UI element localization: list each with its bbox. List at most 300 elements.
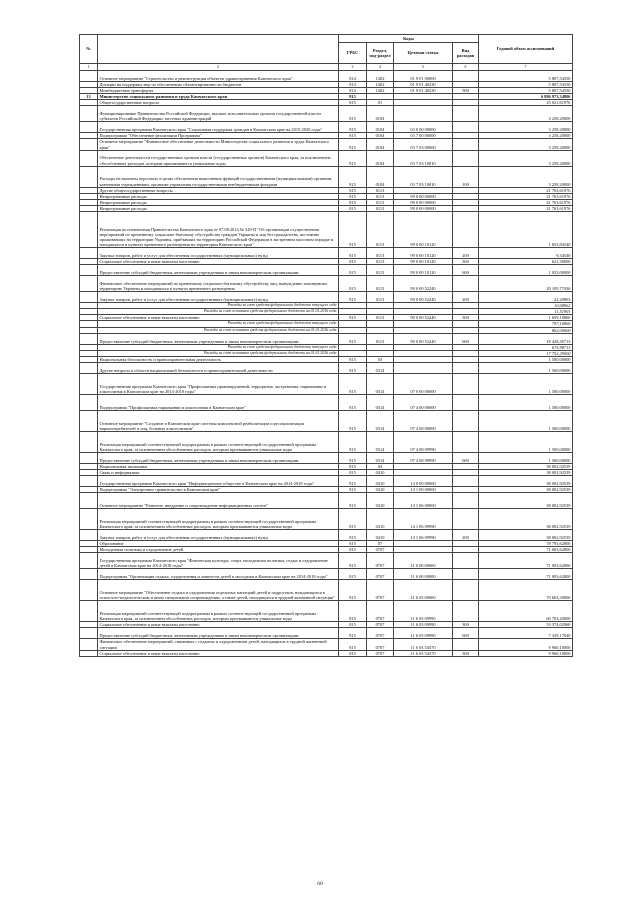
row-number-cell [80, 265, 98, 276]
expense-type-cell: 300 [453, 315, 479, 321]
grbs-code-cell: 815 [339, 122, 367, 133]
row-name-cell: Другие вопросы в области национальной безопасности и правоохранительной деятельности [98, 362, 339, 373]
row-name-cell: Дотации на поддержку мер по обеспечению сбалансированности бюджетов [98, 82, 339, 88]
target-article-cell: 14 1 00 00000 [394, 487, 453, 493]
row-name-cell: Предоставление субсидий бюджетным, автономным учреждениям и иным некоммерческим организациям [98, 452, 339, 463]
section-code-cell: 0314 [367, 394, 394, 410]
grbs-code-cell: 815 [339, 150, 367, 166]
expense-type-cell [453, 276, 479, 292]
grbs-code-cell: 815 [339, 133, 367, 139]
section-code-cell: 0113 [367, 193, 394, 199]
header-expense-type: Вид расходов [453, 43, 479, 64]
target-article-cell: 07 4 08 09990 [394, 431, 453, 452]
amount-cell: 3 258,20000 [479, 139, 573, 150]
row-number-cell [80, 553, 98, 569]
table-row [80, 476, 573, 487]
target-article-cell: 01 9 01 40230 [394, 88, 453, 94]
section-code-cell: 0113 [367, 205, 394, 211]
grbs-code-cell: 815 [339, 547, 367, 553]
table-row [80, 569, 573, 580]
section-code-cell: 0314 [367, 410, 394, 431]
row-number-cell [80, 601, 98, 622]
expense-type-cell [453, 553, 479, 569]
amount-cell: 25 021,61976 [479, 100, 573, 106]
row-name-cell: Предоставление субсидий бюджетным, автономным учреждениям и иным некоммерческим организациям [98, 628, 339, 639]
grbs-code-cell: 815 [339, 541, 367, 547]
section-code-cell: 0104 [367, 139, 394, 150]
section-code-cell: 1402 [367, 88, 394, 94]
section-code-cell: 0707 [367, 628, 394, 639]
row-number-cell [80, 493, 98, 509]
grbs-code-cell: 815 [339, 106, 367, 122]
target-article-cell: 07 0 00 00000 [394, 373, 453, 394]
grbs-code-cell: 815 [339, 530, 367, 541]
section-code-cell: 0113 [367, 187, 394, 193]
amount-cell: 38 002,92539 [479, 476, 573, 487]
section-code-cell: 0104 [367, 150, 394, 166]
amount-cell: 71 003,62800 [479, 569, 573, 580]
expense-type-cell [453, 569, 479, 580]
table-row [80, 509, 573, 530]
table-row [80, 362, 573, 373]
amount-cell: 21 763,61976 [479, 187, 573, 193]
row-name-cell: Расходы за счет остатков средств федерального бюджета на 01.01.2016 года [98, 309, 339, 315]
target-article-cell: 11 6 00 00000 [394, 569, 453, 580]
grbs-code-cell: 815 [339, 276, 367, 292]
target-article-cell: 99 0 00 00000 [394, 205, 453, 211]
row-name-cell: Национальная экономика [98, 463, 339, 469]
section-code-cell: 0707 [367, 639, 394, 650]
table-row [80, 122, 573, 133]
target-article-cell: 14 0 00 00000 [394, 476, 453, 487]
target-article-cell: 03 7 03 00000 [394, 139, 453, 150]
target-article-cell: 07 4 08 00000 [394, 410, 453, 431]
table-row [80, 333, 573, 344]
section-code-cell: 0410 [367, 487, 394, 493]
expense-type-cell: 600 [453, 265, 479, 276]
table-header [80, 35, 573, 71]
amount-cell: 862,00000 [479, 327, 573, 333]
expense-type-cell [453, 509, 479, 530]
expense-type-cell: 300 [453, 650, 479, 656]
header-codes-group: Коды [339, 35, 479, 43]
row-name-cell: Подпрограмма "Обеспечение реализации Программы" [98, 133, 339, 139]
amount-cell: 5 807,54350 [479, 71, 573, 82]
section-code-cell: 0113 [367, 248, 394, 259]
amount-cell: 38 002,92539 [479, 530, 573, 541]
section-code-cell: 0113 [367, 199, 394, 205]
amount-cell: 21 763,61976 [479, 199, 573, 205]
section-code-cell: 0707 [367, 622, 394, 628]
row-name-cell: Государственная программа Камчатского края "Информационное общество в Камчатском крае на 2014-2018 годы" [98, 476, 339, 487]
section-code-cell: 0707 [367, 547, 394, 553]
table-row [80, 292, 573, 303]
target-article-cell: 14 1 06 09990 [394, 509, 453, 530]
amount-cell: 9 960,10000 [479, 639, 573, 650]
row-number-cell [80, 139, 98, 150]
header-amount: Годовой объем ассигнований [479, 35, 573, 64]
column-number: 2 [98, 64, 339, 71]
column-number: 1 [80, 64, 98, 71]
amount-cell: 1 500,00000 [479, 362, 573, 373]
amount-cell: 3 258,20000 [479, 150, 573, 166]
expense-type-cell: 600 [453, 628, 479, 639]
row-name-cell: Основное мероприятие "Развитие, внедрение и сопровождение информационных систем" [98, 493, 339, 509]
row-number-cell [80, 333, 98, 344]
row-name-cell: Непрограммные расходы [98, 205, 339, 211]
amount-cell: 1 500,00000 [479, 410, 573, 431]
grbs-code-cell: 815 [339, 205, 367, 211]
amount-cell: 797,10860 [479, 321, 573, 327]
grbs-code-cell: 815 [339, 292, 367, 303]
target-article-cell: 99 0 00 10120 [394, 212, 453, 248]
grbs-code-cell: 815 [339, 639, 367, 650]
target-article-cell [394, 362, 453, 373]
amount-cell: 22,20863 [479, 292, 573, 303]
amount-cell: 1 500,00000 [479, 431, 573, 452]
section-code-cell: 0113 [367, 276, 394, 292]
section-code-cell: 0113 [367, 333, 394, 344]
table-row [80, 601, 573, 622]
row-name-cell: Расходы за счет остатков средств федерального бюджета на 01.01.2016 года [98, 327, 339, 333]
row-name-cell: Национальная безопасность и правоохранительная деятельность [98, 356, 339, 362]
expense-type-cell: 500 [453, 88, 479, 94]
target-article-cell: 07 4 08 09990 [394, 452, 453, 463]
grbs-code-cell: 815 [339, 476, 367, 487]
target-article-cell: 99 0 00 52240 [394, 315, 453, 321]
amount-cell: 38 002,92539 [479, 509, 573, 530]
grbs-code-cell: 815 [339, 469, 367, 475]
grbs-code-cell: 814 [339, 88, 367, 94]
column-number: 3 [339, 64, 367, 71]
target-article-cell: 01 9 01 00000 [394, 71, 453, 82]
column-number: 4 [367, 64, 394, 71]
row-number-cell [80, 373, 98, 394]
column-number-row [80, 64, 573, 71]
target-article-cell: 11 6 03 09990 [394, 601, 453, 622]
grbs-code-cell: 815 [339, 373, 367, 394]
row-name-cell: Расходы за счет средств федерального бюджета текущего года [98, 321, 339, 327]
budget-appendix-sheet [79, 34, 572, 657]
section-code-cell: 0104 [367, 122, 394, 133]
section-code-cell: 0314 [367, 431, 394, 452]
grbs-code-cell: 815 [339, 569, 367, 580]
header-name [98, 35, 339, 64]
expense-type-cell: 100 [453, 166, 479, 187]
expense-type-cell [453, 362, 479, 373]
expense-type-cell [453, 410, 479, 431]
expense-type-cell: 300 [453, 622, 479, 628]
expense-type-cell [453, 493, 479, 509]
row-number-cell [80, 650, 98, 656]
amount-cell: 17 752,29000 [479, 350, 573, 356]
table-row [80, 394, 573, 410]
expense-type-cell: 200 [453, 248, 479, 259]
amount-cell: 20 109,77436 [479, 276, 573, 292]
grbs-code-cell: 815 [339, 315, 367, 321]
row-number-cell [80, 106, 98, 122]
amount-cell: 71 003,62800 [479, 553, 573, 569]
table-row [80, 139, 573, 150]
section-code-cell: 0707 [367, 650, 394, 656]
row-name-cell: Социальное обеспечение и иные выплаты населению [98, 622, 339, 628]
grbs-code-cell: 814 [339, 82, 367, 88]
grbs-code-cell: 815 [339, 259, 367, 265]
section-code-cell: 0410 [367, 476, 394, 487]
section-code-cell: 0410 [367, 469, 394, 475]
row-name-cell: Другие общегосударственные вопросы [98, 187, 339, 193]
table-row [80, 553, 573, 569]
table-row [80, 212, 573, 248]
amount-cell: 9,34540 [479, 248, 573, 259]
section-code-cell: 0410 [367, 509, 394, 530]
section-code-cell: 0104 [367, 133, 394, 139]
amount-cell: 3 258,20000 [479, 122, 573, 133]
table-row [80, 452, 573, 463]
expense-type-cell [453, 122, 479, 133]
row-name-cell: Расходы на выплаты персоналу в целях обеспечения выполнения функций государственными (муниципальными) органами, казенными учреждениями, органами управления государственными внебюджетными фондами [98, 166, 339, 187]
row-name-cell: Образование [98, 541, 339, 547]
amount-cell: 38 002,92539 [479, 493, 573, 509]
target-article-cell: 99 0 00 52240 [394, 276, 453, 292]
grbs-code-cell: 815 [339, 622, 367, 628]
amount-cell: 78 793,62800 [479, 541, 573, 547]
header-section: Раздел, под-раздел [367, 43, 394, 64]
table-row [80, 639, 573, 650]
row-name-cell: Финансовое обеспечение мероприятий, связанных с отдыхом и оздоровлением детей, находящихся в трудной жизненной ситуации [98, 639, 339, 650]
amount-cell: 1 653,84540 [479, 212, 573, 248]
grbs-code-cell: 815 [339, 356, 367, 362]
row-name-cell: Реализация мероприятий соответствующей подпрограммы в рамках соответствующей государственной программы Камчатского края, за исключением обособленных расходов, которым присваиваются уникальные коды [98, 601, 339, 622]
amount-cell: 5 807,54350 [479, 82, 573, 88]
row-name-cell: Основное мероприятие "Строительство и реконструкция объектов здравоохранения Камчатского края" [98, 71, 339, 82]
row-name-cell: Реализация постановления Правительства Камчатского края от 07.08.2014 № 329-П "Об организации осуществления мероприятий по временному социально-бытовому обустройству граждан Украины и лиц без гражданства, постоянно проживавших на территории Украины, прибывших на территорию Российской Федерации в экстренном массовом порядке и находящихся в пунктах временного размещения на территории Камчатского края" [98, 212, 339, 248]
amount-cell: 3 258,20000 [479, 166, 573, 187]
grbs-code-cell: 815 [339, 410, 367, 431]
amount-cell: 621,50000 [479, 259, 573, 265]
section-code-cell: 0314 [367, 452, 394, 463]
grbs-code-cell: 814 [339, 71, 367, 82]
grbs-code-cell: 815 [339, 166, 367, 187]
target-article-cell: 99 0 00 00000 [394, 199, 453, 205]
section-code-cell: 0707 [367, 601, 394, 622]
table-row [80, 530, 573, 541]
grbs-code-cell: 815 [339, 193, 367, 199]
section-code-cell: 1402 [367, 82, 394, 88]
header-grbs: ГРБС [339, 43, 367, 64]
column-number: 7 [479, 64, 573, 71]
target-article-cell: 07 4 00 00000 [394, 394, 453, 410]
row-name-cell: Предоставление субсидий бюджетным, автономным учреждениям и иным некоммерческим организациям [98, 265, 339, 276]
row-name-cell: Государственная программа Камчатского края "Физическая культура, спорт, молодежная политика, отдых и оздоровление детей в Камчатском крае на 2014-2018 годы" [98, 553, 339, 569]
amount-cell: 675,98713 [479, 344, 573, 350]
section-code-cell: 0113 [367, 265, 394, 276]
amount-cell: 10,68962 [479, 303, 573, 309]
grbs-code-cell: 815 [339, 199, 367, 205]
column-number: 5 [394, 64, 453, 71]
section-code-cell: 0707 [367, 553, 394, 569]
row-name-cell: Основное мероприятие "Финансовое обеспечение деятельности Министерства социального развития и труда Камчатского края" [98, 139, 339, 150]
row-name-cell: Финансовое обеспечение мероприятий по временному социально-бытовому обустройству лиц, вынужденно покинувших территорию Украины и находящихся в пунктах временного размещения [98, 276, 339, 292]
amount-cell: 53 374,02960 [479, 622, 573, 628]
grbs-code-cell: 815 [339, 509, 367, 530]
row-name-cell: Подпрограмма "Профилактика наркомании и алкоголизма в Камчатском крае" [98, 394, 339, 410]
table-row [80, 150, 573, 166]
row-name-cell: Основное мероприятие "Обеспечение отдыха и оздоровления отдельных категорий детей и подростков, нуждающихся в психолого-педагогическом и ином специальном сопровождении, а также детей, находящихся в трудной жизненной ситуации" [98, 580, 339, 601]
grbs-code-cell: 815 [339, 431, 367, 452]
row-number-cell [80, 276, 98, 292]
target-article-cell: 01 9 01 40230 [394, 82, 453, 88]
expense-type-cell: 300 [453, 259, 479, 265]
row-name-cell: Социальное обеспечение и иные выплаты населению [98, 259, 339, 265]
expense-type-cell [453, 373, 479, 394]
grbs-code-cell: 815 [339, 139, 367, 150]
grbs-code-cell: 815 [339, 94, 367, 100]
row-name-cell: Реализация мероприятий соответствующей подпрограммы в рамках соответствующей государственной программы Камчатского края, за исключением обособленных расходов, которым присваиваются уникальные коды [98, 431, 339, 452]
table-row [80, 431, 573, 452]
grbs-code-cell: 815 [339, 628, 367, 639]
row-name-cell: Расходы за счет остатков средств федерального бюджета на 01.01.2016 года [98, 350, 339, 356]
row-number-cell [80, 71, 98, 82]
amount-cell: 1 500,00000 [479, 373, 573, 394]
amount-cell: 11,51901 [479, 309, 573, 315]
row-name-cell: Подпрограмма "Организация отдыха, оздоровления и занятости детей и молодежи в Камчатском крае на 2014-2018 годы" [98, 569, 339, 580]
grbs-code-cell: 815 [339, 452, 367, 463]
page-number: 60 [317, 881, 323, 887]
amount-cell: 5 807,54350 [479, 88, 573, 94]
amount-cell: 70 663,30000 [479, 580, 573, 601]
amount-cell: 71 003,62800 [479, 547, 573, 553]
table-row [80, 650, 573, 656]
grbs-code-cell: 815 [339, 212, 367, 248]
expense-type-cell [453, 394, 479, 410]
row-name-cell: Государственная программа Камчатского края "Социальная поддержка граждан в Камчатском крае на 2015-2020 годы" [98, 122, 339, 133]
grbs-code-cell: 815 [339, 493, 367, 509]
section-code-cell: 0104 [367, 166, 394, 187]
row-number-cell [80, 580, 98, 601]
section-code-cell: 07 [367, 541, 394, 547]
row-name-cell: Государственная программа Камчатского края "Профилактика правонарушений, терроризма, экстремизма, наркомании и алкоголизма в Камчатском крае на 2014-2018 годы" [98, 373, 339, 394]
grbs-code-cell: 815 [339, 553, 367, 569]
section-code-cell: 0314 [367, 362, 394, 373]
row-name-cell: Молодежная политика и оздоровление детей [98, 547, 339, 553]
grbs-code-cell: 815 [339, 187, 367, 193]
grbs-code-cell: 815 [339, 265, 367, 276]
table-row [80, 580, 573, 601]
row-name-cell: Закупка товаров, работ и услуг для обеспечения государственных (муниципальных) нужд [98, 248, 339, 259]
table-row [80, 373, 573, 394]
row-name-cell: Социальное обеспечение и иные выплаты населению [98, 650, 339, 656]
expense-type-cell: 200 [453, 292, 479, 303]
row-number-cell [80, 122, 98, 133]
grbs-code-cell: 815 [339, 362, 367, 373]
section-code-cell: 0104 [367, 106, 394, 122]
table-row [80, 410, 573, 431]
target-article-cell: 03 7 00 00000 [394, 133, 453, 139]
expense-type-cell [453, 476, 479, 487]
target-article-cell: 03 7 03 10010 [394, 166, 453, 187]
section-code-cell: 03 [367, 356, 394, 362]
target-article-cell: 11 6 03 54570 [394, 639, 453, 650]
table-row [80, 276, 573, 292]
row-name-cell: Расходы за счет средств федерального бюджета текущего года [98, 303, 339, 309]
row-number-cell [80, 362, 98, 373]
section-code-cell: 01 [367, 100, 394, 106]
row-name-cell: Подпрограмма "Электронное правительство в Камчатском крае" [98, 487, 339, 493]
section-code-cell: 0410 [367, 530, 394, 541]
amount-cell: 1 500,00000 [479, 394, 573, 410]
table-body [80, 71, 573, 657]
row-name-cell: Министерство социального развития и труда Камчатского края [98, 94, 339, 100]
row-name-cell: Реализация мероприятий соответствующей подпрограммы в рамках соответствующей государственной программы Камчатского края, за исключением обособленных расходов, которым присваиваются уникальные коды [98, 509, 339, 530]
amount-cell: 1 500,00000 [479, 452, 573, 463]
expense-type-cell [453, 71, 479, 82]
row-number-cell [80, 452, 98, 463]
table-row [80, 265, 573, 276]
row-number-cell [80, 166, 98, 187]
grbs-code-cell: 815 [339, 333, 367, 344]
target-article-cell: 99 0 00 10120 [394, 248, 453, 259]
expense-type-cell: 600 [453, 333, 479, 344]
section-code-cell: 0707 [367, 569, 394, 580]
table-row [80, 628, 573, 639]
expense-type-cell [453, 150, 479, 166]
row-name-cell: Обеспечение деятельности государственных органов власти (государственных органов) Камчатского края, за исключением обособленных расходов, которым присваиваются уникальные коды [98, 150, 339, 166]
section-code-cell: 0113 [367, 292, 394, 303]
amount-cell: 60 703,20000 [479, 601, 573, 622]
amount-cell: 38 002,92539 [479, 469, 573, 475]
target-article-cell: 99 0 00 10120 [394, 259, 453, 265]
row-number-cell [80, 628, 98, 639]
row-name-cell: Закупка товаров, работ и услуг для обеспечения государственных (муниципальных) нужд [98, 292, 339, 303]
budget-table [79, 34, 573, 657]
amount-cell: 1 500,00000 [479, 356, 573, 362]
amount-cell: 3 258,20000 [479, 106, 573, 122]
target-article-cell: 11 6 03 54570 [394, 650, 453, 656]
expense-type-cell [453, 431, 479, 452]
table-row [80, 71, 573, 82]
amount-cell: 1 023,00000 [479, 265, 573, 276]
grbs-code-cell: 815 [339, 100, 367, 106]
amount-cell: 6 886 973,34806 [479, 94, 573, 100]
expense-type-cell [453, 601, 479, 622]
row-name-cell: Межбюджетные трансферты [98, 88, 339, 94]
amount-cell: 18 428,45713 [479, 333, 573, 344]
target-article-cell: 11 6 03 09990 [394, 622, 453, 628]
row-number-cell [80, 569, 98, 580]
row-number-cell [80, 476, 98, 487]
row-name-cell: Функционирование Правительства Российской Федерации, высших исполнительных органов государственной власти субъектов Российской Федерации, местных администраций [98, 106, 339, 122]
row-number-cell: 13 [80, 94, 98, 100]
target-article-cell: 11 6 03 00000 [394, 580, 453, 601]
grbs-code-cell: 815 [339, 487, 367, 493]
row-name-cell: Непрограммные расходы [98, 199, 339, 205]
amount-cell: 38 002,92539 [479, 463, 573, 469]
amount-cell: 3 258,20000 [479, 133, 573, 139]
section-code-cell: 0314 [367, 373, 394, 394]
table-row [80, 248, 573, 259]
target-article-cell: 14 1 06 09990 [394, 530, 453, 541]
section-code-cell: 04 [367, 463, 394, 469]
table-row [80, 106, 573, 122]
header-target-article: Целевая статья [394, 43, 453, 64]
section-code-cell: 0410 [367, 493, 394, 509]
table-row [80, 493, 573, 509]
expense-type-cell: 200 [453, 530, 479, 541]
row-number-cell [80, 509, 98, 530]
row-number-cell [80, 394, 98, 410]
row-number-cell [80, 248, 98, 259]
